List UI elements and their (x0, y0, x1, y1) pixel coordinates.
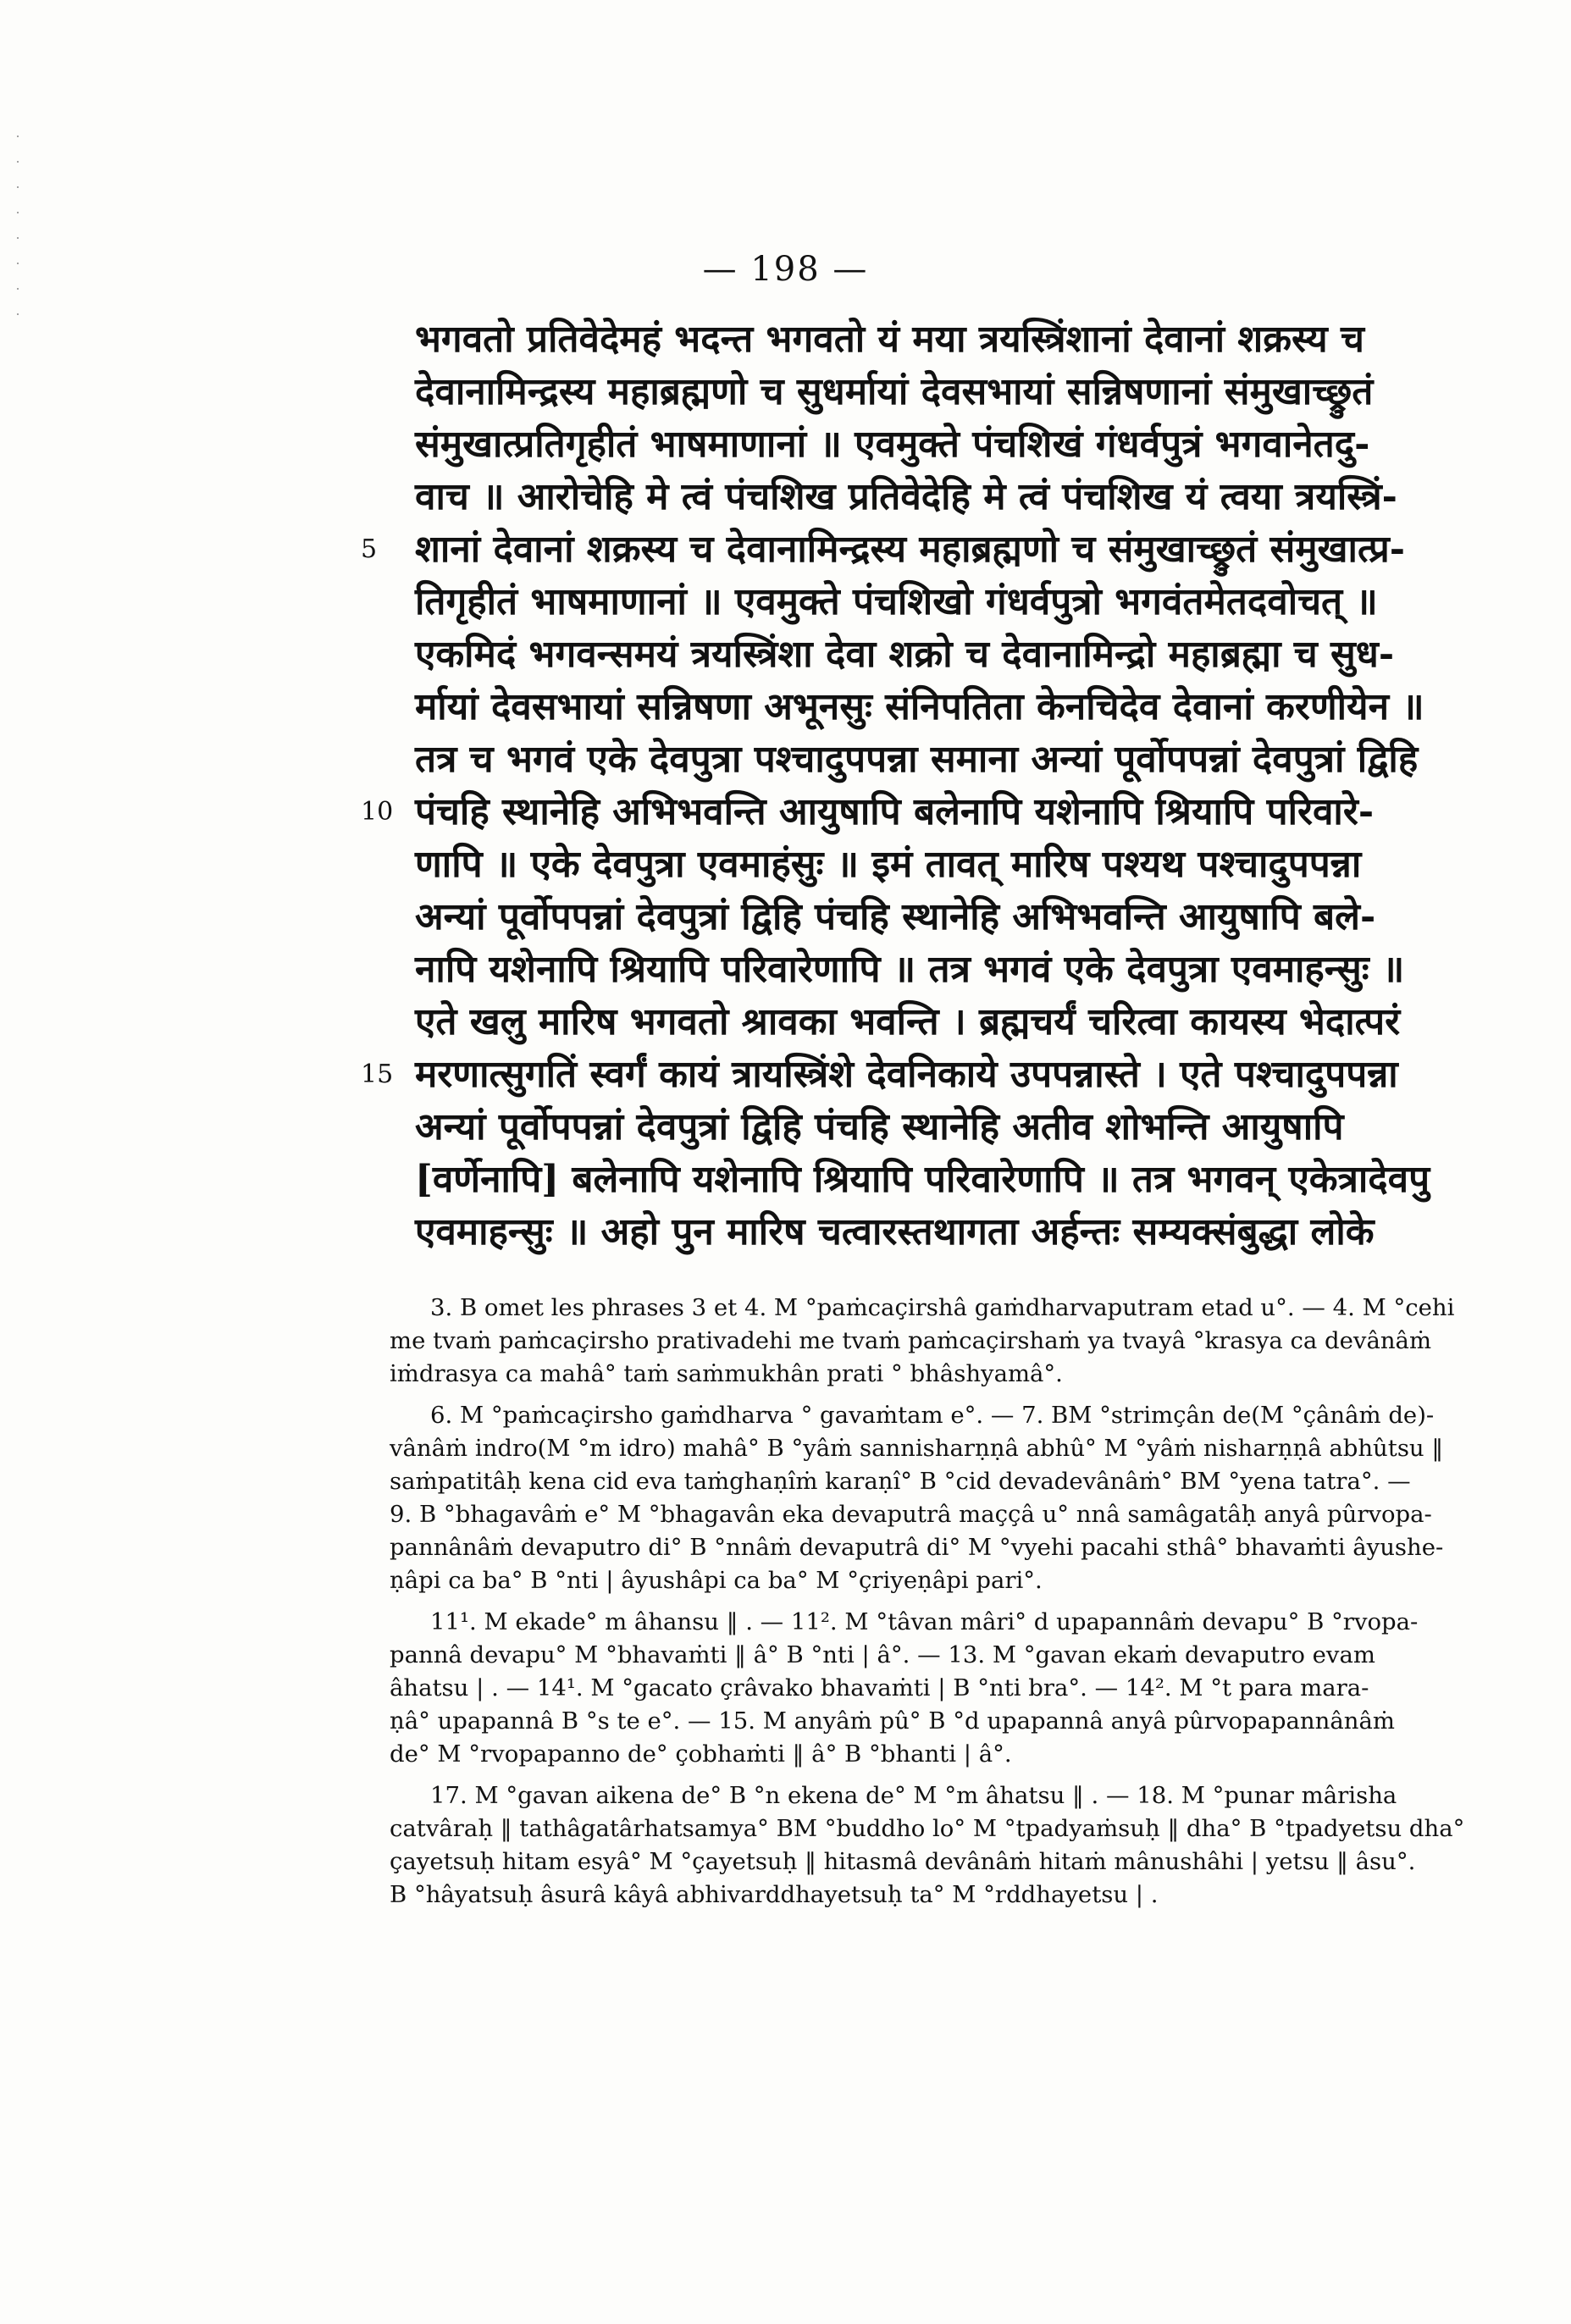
footnote-line: saṁpatitâḥ kena cid eva taṁghaṇîṁ karaṇî° B °cid devadevânâṁ° BM °yena tatra°. — (390, 1468, 1411, 1495)
text-line: वाच ॥ आरोचेहि मे त्वं पंचशिख प्रतिवेदेहि मे त्वं पंचशिख यं त्वया त्रयस्त्रिं- (415, 475, 1397, 518)
footnote-line: 6. M °paṁcaçirsho gaṁdharva ° gavaṁtam e°. — 7. BM °strimçân de(M °çânâṁ de)- (430, 1402, 1435, 1429)
text-line-content: मरणात्सुगतिं स्वर्गं कायं त्रायस्त्रिंशे देवनिकाये उपपन्नास्ते । एते पश्चादुपपन्ना (415, 1053, 1398, 1096)
text-line-5 (361, 523, 1541, 576)
footnote-line: pannânâṁ devaputro di° B °nnâṁ devaputrâ di° M °vyehi pacahi sthâ° bhavaṁti âyushe- (390, 1534, 1444, 1561)
text-line: एते खलु मारिष भगवतो श्रावका भवन्ति । ब्रह्मचर्यं चरित्वा कायस्य भेदात्परं (415, 1000, 1401, 1043)
text-line: णापि ॥ एके देवपुत्रा एवमाहंसुः ॥ इमं तावत् मारिष पश्यथ पश्चादुपपन्ना (415, 843, 1362, 886)
text-line: तिगृहीतं भाषमाणानां ॥ एवमुक्ते पंचशिखो गंधर्वपुत्रो भगवंतमेतदवोचत् ॥ (415, 580, 1378, 623)
text-line-15 (361, 1049, 1541, 1101)
text-line: तत्र च भगवं एके देवपुत्रा पश्चादुपपन्ना समाना अन्यां पूर्वोपपन्नां देवपुत्रां द्विहि (415, 738, 1419, 781)
footnote-line: ṇâpi ca ba° B °nti | âyushâpi ca ba° M °çriyeṇâpi pari°. (390, 1567, 1043, 1594)
line-number: 15 (361, 1060, 394, 1089)
text-line: [वर्णेनापि] बलेनापि यशेनापि श्रियापि परिवारेणापि ॥ तत्र भगवन् एकेत्रादेवपु (415, 1158, 1430, 1201)
footnote-line: vânâṁ indro(M °m idro) mahâ° B °yâṁ sannisharṇṇâ abhû° M °yâṁ nisharṇṇâ abhûtsu ‖ (390, 1435, 1444, 1462)
footnote-line: 9. B °bhagavâṁ e° M °bhagavân eka devaputrâ maççâ u° nnâ samâgatâḥ anyâ pûrvopa- (390, 1501, 1432, 1528)
footnote-line: iṁdrasya ca mahâ° taṁ saṁmukhân prati ° bhâshyamâ°. (390, 1360, 1063, 1387)
footnote (390, 1606, 1524, 1771)
page-number: — 198 — (702, 250, 869, 289)
footnotes-block (390, 1292, 1524, 1912)
footnote-line: ṇâ° upapannâ B °s te e°. — 15. M anyâṁ pû° B °d upapannâ anyâ pûrvopapannânâṁ (390, 1707, 1395, 1735)
text-line: एवमाहन्सुः ॥ अहो पुन मारिष चत्वारस्तथागता अर्हन्तः सम्यक्संबुद्धा लोके (415, 1210, 1375, 1253)
footnote-line: de° M °rvopapanno de° çobhaṁti ‖ â° B °bhanti | â°. (390, 1740, 1012, 1768)
text-line-content: शानां देवानां शक्रस्य च देवानामिन्द्रस्य महाब्रह्मणो च संमुखाच्छ्रुतं संमुखात्प्र- (415, 528, 1405, 571)
footnote-line: pannâ devapu° M °bhavaṁti ‖ â° B °nti | â°. — 13. M °gavan ekaṁ devaputro evam (390, 1641, 1375, 1668)
text-line-10 (361, 786, 1541, 838)
footnote-line: 3. B omet les phrases 3 et 4. M °paṁcaçirshâ gaṁdharvaputram etad u°. — 4. M °cehi (430, 1294, 1455, 1321)
line-number: 10 (361, 797, 394, 827)
text-line: देवानामिन्द्रस्य महाब्रह्मणो च सुधर्मायां देवसभायां सन्निषणानां संमुखाच्छ्रुतं (415, 370, 1374, 413)
footnote-line: çayetsuḥ hitam esyâ° M °çayetsuḥ ‖ hitasmâ devânâṁ hitaṁ mânushâhi | yetsu ‖ âsu°. (390, 1848, 1416, 1875)
footnote-line: catvâraḥ ‖ tathâgatârhatsamya° BM °buddho lo° M °tpadyaṁsuḥ ‖ dha° B °tpadyetsu dha° (390, 1815, 1465, 1842)
main-text-block (361, 313, 1541, 1259)
text-line: नापि यशेनापि श्रियापि परिवारेणापि ॥ तत्र भगवं एके देवपुत्रा एवमाहन्सुः ॥ (415, 948, 1405, 991)
line-number: 5 (361, 534, 378, 564)
text-line: र्मायां देवसभायां सन्निषणा अभूनसुः संनिपतिता केनचिदेव देवानां करणीयेन ॥ (415, 685, 1424, 728)
text-line: एकमिदं भगवन्समयं त्रयस्त्रिंशा देवा शक्रो च देवानामिन्द्रो महाब्रह्मा च सुध- (415, 633, 1395, 676)
footnote (390, 1779, 1524, 1912)
text-line-content: पंचहि स्थानेहि अभिभवन्ति आयुषापि बलेनापि यशेनापि श्रियापि परिवारे- (415, 790, 1375, 833)
footnote-line: âhatsu | . — 14¹. M °gacato çrâvako bhavaṁti | B °nti bra°. — 14². M °t para mara- (390, 1674, 1369, 1702)
text-line: अन्यां पूर्वोपपन्नां देवपुत्रां द्विहि पंचहि स्थानेहि अभिभवन्ति आयुषापि बले- (415, 895, 1376, 938)
text-line: भगवतो प्रतिवेदेमहं भदन्त भगवतो यं मया त्रयस्त्रिंशानां देवानां शक्रस्य च (415, 318, 1364, 361)
footnote (390, 1399, 1524, 1597)
text-line: अन्यां पूर्वोपपन्नां देवपुत्रां द्विहि पंचहि स्थानेहि अतीव शोभन्ति आयुषापि (415, 1105, 1344, 1148)
text-line: संमुखात्प्रतिगृहीतं भाषमाणानां ॥ एवमुक्ते पंचशिखं गंधर्वपुत्रं भगवानेतदु- (415, 423, 1370, 466)
footnote-line: 11¹. M ekade° m âhansu ‖ . — 11². M °tâvan mâri° d upapannâṁ devapu° B °rvopa- (430, 1608, 1419, 1635)
footnote (390, 1292, 1524, 1391)
footnote-line: B °hâyatsuḥ âsurâ kâyâ abhivarddhayetsuḥ ta° M °rddhayetsu | . (390, 1881, 1159, 1908)
footnote-line: me tvaṁ paṁcaçirsho prativadehi me tvaṁ paṁcaçirshaṁ ya tvayâ °krasya ca devânâṁ (390, 1327, 1432, 1354)
footnote-line: 17. M °gavan aikena de° B °n ekena de° M °m âhatsu ‖ . — 18. M °punar mârisha (430, 1782, 1397, 1809)
